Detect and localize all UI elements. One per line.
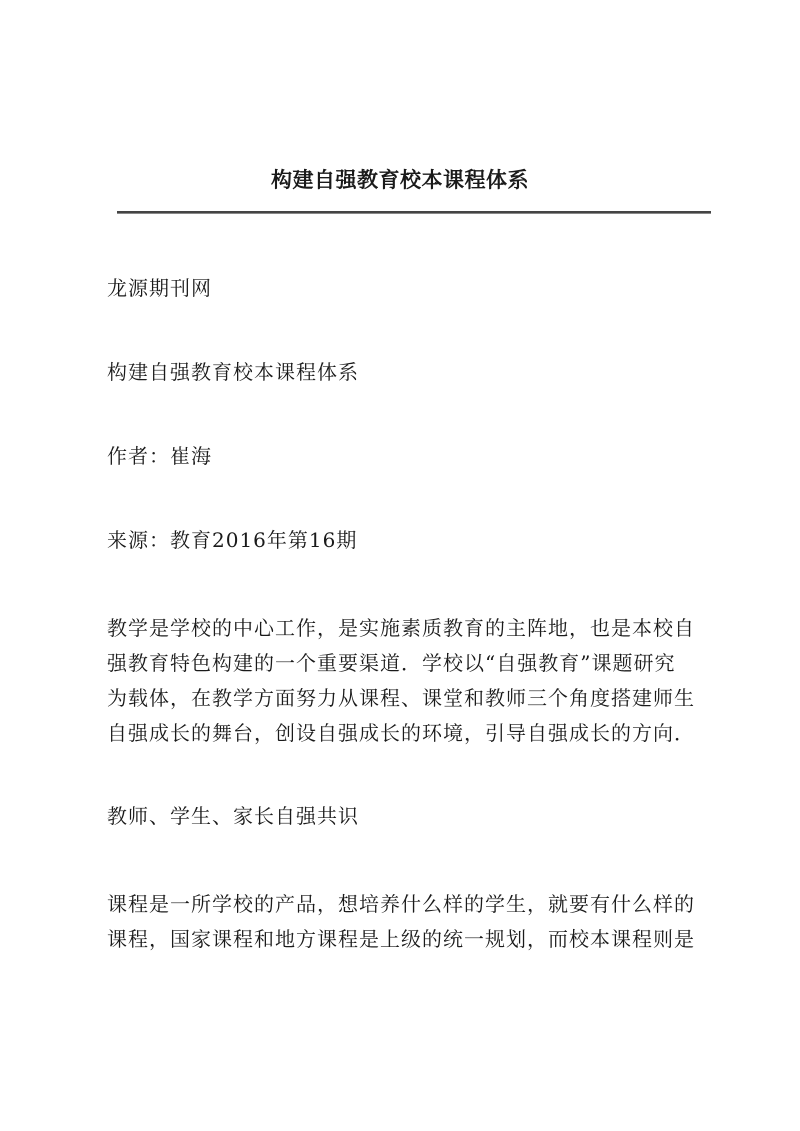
paragraph-curriculum <box>107 887 712 957</box>
paragraph-line: 强教育特色构建的一个重要渠道．学校以“自强教育”课题研究 <box>107 651 676 675</box>
paragraph-intro <box>107 611 712 751</box>
document-body <box>107 275 712 1009</box>
article-title: 构建自强教育校本课程体系 <box>107 360 359 384</box>
author-line: 作者：崔海 <box>107 444 212 468</box>
paragraph-line: 课程，国家课程和地方课程是上级的统一规划，而校本课程则是 <box>107 927 695 951</box>
paragraph-line: 为载体，在教学方面努力从课程、课堂和教师三个角度搭建师生 <box>107 686 695 710</box>
page-title: 构建自强教育校本课程体系 <box>271 168 529 192</box>
paragraph-line: 教学是学校的中心工作，是实施素质教育的主阵地，也是本校自 <box>107 616 695 640</box>
paragraph-line: 课程是一所学校的产品，想培养什么样的学生，就要有什么样的 <box>107 892 695 916</box>
title-divider <box>117 211 711 214</box>
origin-line: 来源：教育2016年第16期 <box>107 528 358 552</box>
source-site: 龙源期刊网 <box>107 276 212 300</box>
paragraph-line: 自强成长的舞台，创设自强成长的环境，引导自强成长的方向． <box>107 721 695 745</box>
section-heading: 教师、学生、家长自强共识 <box>107 804 359 828</box>
